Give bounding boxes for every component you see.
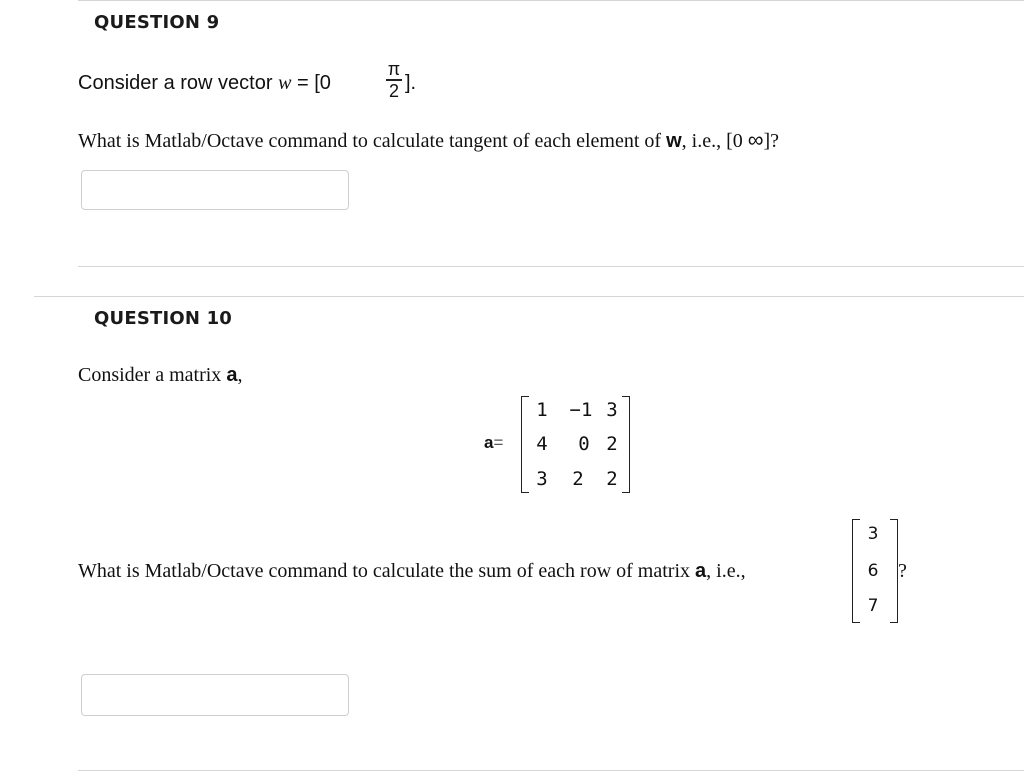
matrix-cell: 3	[606, 399, 618, 421]
pi-over-two-fraction	[386, 60, 402, 100]
q9-answer-input[interactable]	[81, 170, 349, 210]
matrix-cell: 2	[606, 433, 618, 455]
q9-question-prefix: What is Matlab/Octave command to calculate tangent of each element of	[78, 130, 667, 152]
infinity-symbol: ∞	[747, 127, 764, 152]
vector-right-bracket	[890, 519, 898, 623]
q10-bottom-divider	[78, 770, 1024, 771]
q10-question-end: ?	[898, 560, 907, 582]
matrix-cell: 1	[536, 399, 548, 421]
matrix-cell: 0	[578, 433, 590, 455]
fraction-denominator: 2	[388, 80, 399, 101]
q9-question-end: ]?	[763, 130, 779, 152]
q10-intro	[78, 364, 242, 387]
pi-symbol: π	[387, 59, 401, 79]
matrix-cell: −1	[569, 399, 593, 421]
matrix-cell: 2	[606, 468, 618, 490]
vector-cell: 3	[867, 524, 879, 544]
matrix-right-bracket	[622, 396, 630, 493]
vector-cell: 7	[867, 596, 879, 616]
matrix-label	[484, 433, 503, 453]
q9-close-bracket: ].	[405, 72, 417, 94]
matrix-equals: =	[493, 433, 504, 452]
matrix-left-bracket	[521, 396, 529, 493]
q10-answer-input[interactable]	[81, 674, 349, 716]
q10-question	[78, 560, 746, 583]
q9-question	[78, 127, 779, 153]
q9-question-mid: , i.e., [0	[681, 130, 748, 152]
q9-var-w-bold: w	[666, 130, 682, 152]
q10-question-mid: , i.e.,	[706, 560, 746, 582]
q10-question-prefix: What is Matlab/Octave command to calculate the sum of each row of matrix	[78, 560, 696, 582]
q10-intro-suffix: ,	[237, 364, 243, 386]
q9-bottom-divider	[78, 266, 1024, 267]
matrix-cell: 4	[536, 433, 548, 455]
matrix-cell: 2	[572, 468, 584, 490]
q9-intro	[78, 72, 331, 95]
vector-cell: 6	[867, 561, 879, 581]
matrix-label-a: a	[484, 433, 494, 452]
q9-intro-prefix: Consider a row vector	[78, 72, 279, 94]
top-divider	[78, 0, 1024, 1]
matrix-cell: 3	[536, 468, 548, 490]
q10-var-a: a	[226, 364, 238, 386]
question-10-title: QUESTION 10	[94, 308, 233, 329]
q10-intro-prefix: Consider a matrix	[78, 364, 227, 386]
q10-var-a-bold: a	[695, 560, 707, 582]
q9-eq-open: = [0	[291, 72, 331, 94]
question-9-title: QUESTION 9	[94, 12, 220, 33]
vector-left-bracket	[852, 519, 860, 623]
q9-var-w: w	[278, 72, 292, 94]
q10-top-divider	[34, 296, 1024, 297]
